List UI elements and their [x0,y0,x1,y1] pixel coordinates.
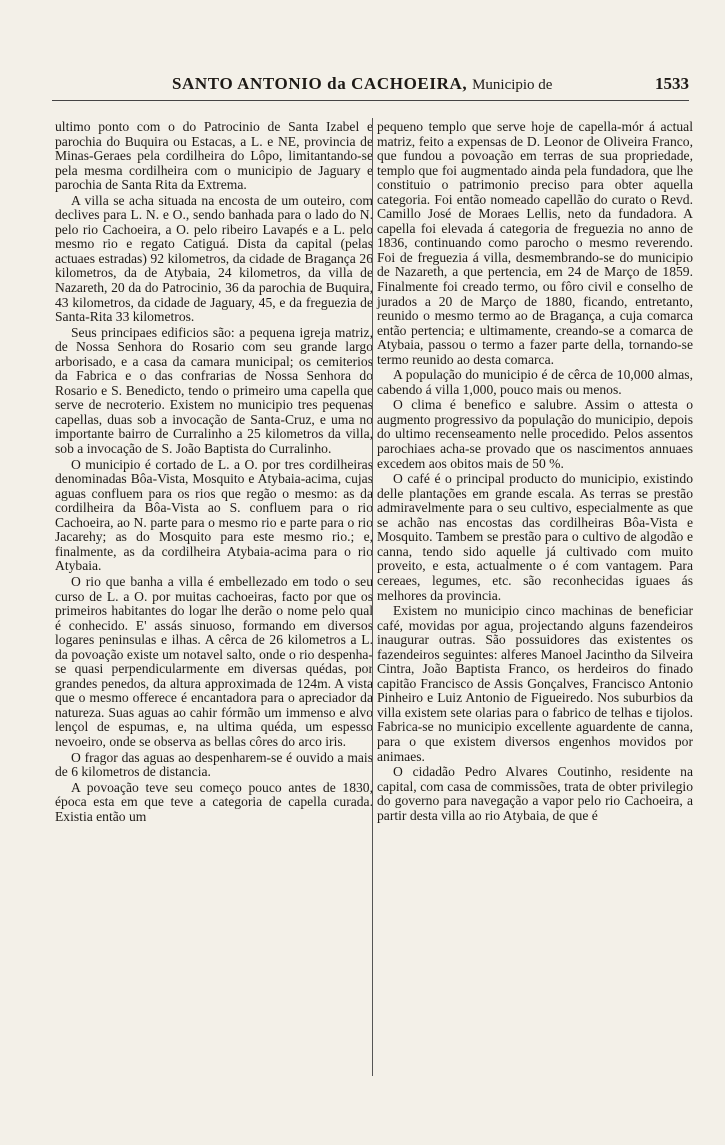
page-header [52,72,689,98]
header-rule [52,100,689,101]
paragraph: A população do municipio é de cêrca de 10,000 almas, cabendo á villa 1,000, pouco mais ou menos. [377,367,693,397]
paragraph: ultimo ponto com o do Patrocinio de Santa Izabel e parochia do Buquira ou Estacas, a L. e NE, provincia de Minas-Geraes pela cordilheira do Lôpo, limitantando-se pela mesma cordilheira com o municipio de Jaguary e parochia de Santa Rita da Extrema. [55,119,373,193]
paragraph: Existem no municipio cinco machinas de beneficiar café, movidas por agua, projectando alguns fazendeiros inaugurar outras. São possuidores das existentes os fazendeiros seguintes: alferes Manoel Jacintho da Silveira Cintra, João Baptista Franco, os herdeiros do finado capitão Francisco de Assis Gonçalves, Francisco Antonio Pinheiro e Luiz Antonio de Figueiredo. Nos suburbios da villa existem sete olarias para o fabrico de telhas e tijolos. Fabrica-se no municipio excellente aguardente de canna, para o que existem diversos engenhos movidos por animaes. [377,603,693,764]
left-column [55,120,373,825]
paragraph: A villa se acha situada na encosta de um outeiro, com declives para L. N. e O., sendo banhada para o lado do N. pelo rio Cachoeira, a O. pelo ribeiro Lavapés e a L. pelo mesmo rio e regato Catiguá. Dista da capital (pelas actuaes estradas) 92 kilometros, da cidade de Bragança 26 kilometros, da de Atybaia, 24 kilometros, da villa de Nazareth, 20 da do Patrocinio, 36 da parochia de Buquira, 43 kilometros, da cidade de Jaguary, 45, e da freguezia de Santa-Rita 33 kilometros. [55,192,373,325]
running-title [172,74,552,94]
paragraph: O clima é benefico e salubre. Assim o attesta o augmento progressivo da população do municipio, depois do ultimo recenseamento nelle procedido. Pelos assentos parochiaes acha-se provado que os nascimentos annuaes excedem aos obitos mais de 50 %. [377,397,693,471]
paragraph: O café é o principal producto do municipio, existindo delle plantações em grande escala. As terras se prestão admiravelmente para o seu cultivo, especialmente as que se achão nas encostas das cordilheiras Bôa-Vista e Mosquito. Tambem se prestão para o cultivo de algodão e canna, tendo sido aquelle já cultivado com muito proveito, e esta, actualmente o é com vantagem. Para cereaes, legumes, etc. são reconhecidas iguaes ás melhores da provincia. [377,471,693,603]
right-column [377,120,693,824]
paragraph: O rio que banha a villa é embellezado em todo o seu curso de L. a O. por muitas cachoeiras, facto por que os primeiros habitantes do logar lhe derão o nome pelo qual é conhecido. E' assás sinuoso, formando em diversos logares peninsulas e ilhas. A cêrca de 26 kilometros a L. da povoação existe um notavel salto, onde o rio despenha-se quasi perpendicularmente em diversas quédas, por grandes penedos, da altura approximada de 124m. A vista que o mesmo offerece é encantadora para o apreciador da natureza. Suas aguas ao cahir fórmão um immenso e alvo lençol de espumas, e, na ultima quéda, um espesso nevoeiro, onde se observa as bellas côres do arco iris. [55,573,373,749]
page-number: 1533 [655,74,689,93]
paragraph: O cidadão Pedro Alvares Coutinho, residente na capital, com casa de commissões, trata de obter privilegio do governo para navegação a vapor pelo rio Cachoeira, a partir desta villa ao rio Atybaia, de que é [377,764,693,823]
paragraph: pequeno templo que serve hoje de capella-mór á actual matriz, feito a expensas de D. Leonor de Oliveira Franco, que fundou a povoação em terras de sua propriedade, templo que foi augmentado ainda pela fundadora, que lhe constituio o patrimonio preciso para obter aquella categoria. Foi então nomeado capellão do curato o Revd. Camillo José de Moraes Lellis, neto da fundadora. A capella foi elevada á categoria de freguezia no anno de 1836, continuando como parocho o mesmo reverendo. Foi de freguezia á villa, desmembrando-se do municipio de Nazareth, a que pertencia, em 24 de Março de 1859. Finalmente foi creado termo, ou fôro civil e conselho de jurados a 20 de Março de 1880, ficando, entretanto, reunido o mesmo termo ao de Bragança, a cuja comarca então pertencia; e ultimamente, creando-se a comarca de Atybaia, passou o termo a fazer parte della, tornando-se termo reunido ao desta comarca. [377,119,693,367]
running-title-sub: Municipio de [472,77,553,93]
paragraph: O municipio é cortado de L. a O. por tres cordilheiras denominadas Bôa-Vista, Mosquito e Atybaia-acima, cujas aguas confluem para os rios que regão o mesmo: as da cordilheira da Bôa-Vista ao S. confluem para o rio Cachoeira, ao N. parte para o mesmo rio e parte para o rio Jacarehy; as do Mosquito para este mesmo rio.; e, finalmente, as da cordilheira Atybaia-acima para o rio Atybaia. [55,456,373,574]
paragraph: A povoação teve seu começo pouco antes de 1830, época esta em que teve a categoria de capella curada. Existia então um [55,779,373,824]
column-divider [372,118,373,1076]
running-title-main: SANTO ANTONIO da CACHOEIRA, [172,74,468,93]
paragraph: O fragor das aguas ao despenharem-se é ouvido a mais de 6 kilometros de distancia. [55,749,373,780]
paragraph: Seus principaes edificios são: a pequena igreja matriz, de Nossa Senhora do Rosario com seu grande largo arborisado, e a casa da camara municipal; os cemiterios da Fabrica e o das confrarias de Nossa Senhora do Rosario e S. Benedicto, tendo o primeiro uma capella que serve de necroterio. Existem no municipio tres pequenas capellas, duas sob a invocação de Santa-Cruz, e uma no importante bairro de Curralinho a 25 kilometros da villa, sob a invocação de S. João Baptista do Curralinho. [55,324,373,457]
